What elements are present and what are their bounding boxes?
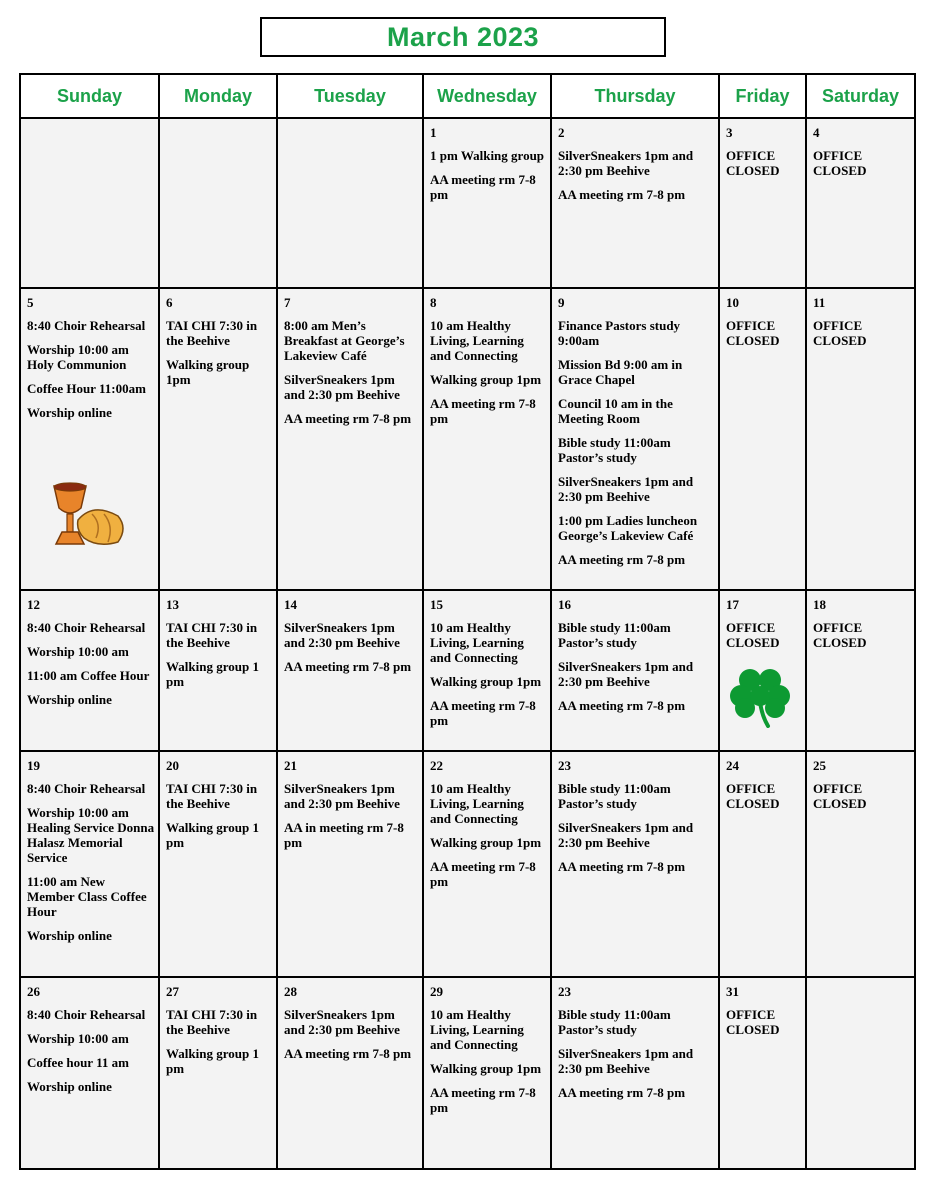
day-cell-28[interactable]	[276, 976, 424, 1170]
day-cell-19[interactable]	[19, 750, 160, 978]
day-number: 19	[27, 758, 40, 773]
day-number: 23	[558, 984, 571, 999]
day-cell-23[interactable]	[550, 976, 720, 1170]
day-cell-16[interactable]	[550, 589, 720, 752]
day-header-monday: Monday	[158, 73, 278, 119]
day-cell-9[interactable]	[550, 287, 720, 591]
day-cell-11[interactable]	[805, 287, 916, 591]
day-number: 13	[166, 597, 179, 612]
day-number: 21	[284, 758, 297, 773]
day-cell-14[interactable]	[276, 589, 424, 752]
day-number: 17	[726, 597, 739, 612]
calendar-event[interactable]: SilverSneakers 1pm and 2:30 pm Beehive	[558, 148, 694, 178]
day-cell-27[interactable]	[158, 976, 278, 1170]
calendar-event[interactable]: OFFICE CLOSED	[726, 318, 780, 348]
calendar-event[interactable]: OFFICE CLOSED	[726, 1007, 780, 1037]
day-number: 18	[813, 597, 826, 612]
calendar-event[interactable]: 10 am Healthy Living, Learning and Connecting	[430, 318, 524, 363]
calendar-event[interactable]: TAI CHI 7:30 in the Beehive	[166, 781, 258, 811]
calendar-event[interactable]: Council 10 am in the Meeting Room	[558, 396, 673, 426]
calendar-event[interactable]: 8:40 Choir Rehearsal	[27, 781, 146, 796]
day-header-tuesday: Tuesday	[276, 73, 424, 119]
day-cell-21[interactable]	[276, 750, 424, 978]
calendar-event[interactable]: AA meeting rm 7-8 pm	[558, 1085, 686, 1100]
calendar-event[interactable]: 10 am Healthy Living, Learning and Connecting	[430, 620, 524, 665]
calendar-event[interactable]: SilverSneakers 1pm and 2:30 pm Beehive	[284, 372, 400, 402]
day-header-wednesday: Wednesday	[422, 73, 552, 119]
day-number: 29	[430, 984, 443, 999]
day-number: 15	[430, 597, 443, 612]
day-number: 2	[558, 125, 565, 140]
day-number: 10	[726, 295, 739, 310]
calendar-event[interactable]: SilverSneakers 1pm and 2:30 pm Beehive	[558, 474, 694, 504]
calendar-title: March 2023	[386, 21, 540, 52]
calendar-event[interactable]: 11:00 am New Member Class Coffee Hour	[27, 874, 147, 919]
calendar-event[interactable]: Walking group 1pm	[166, 357, 250, 387]
calendar-event[interactable]: Bible study 11:00am Pastor’s study	[558, 620, 671, 650]
communion-chalice-bread-icon	[48, 480, 128, 550]
day-cell-15[interactable]	[422, 589, 552, 752]
calendar-event[interactable]: AA meeting rm 7-8 pm	[430, 396, 536, 426]
calendar-event[interactable]: Worship 10:00 am	[27, 1031, 129, 1046]
day-cell-1[interactable]	[422, 117, 552, 289]
day-number: 23	[558, 758, 571, 773]
calendar-event[interactable]: Worship online	[27, 1079, 112, 1094]
day-number: 6	[166, 295, 173, 310]
calendar-event[interactable]: 8:40 Choir Rehearsal	[27, 318, 146, 333]
day-number: 3	[726, 125, 733, 140]
calendar-event[interactable]: AA in meeting rm 7-8 pm	[284, 820, 404, 850]
day-cell-26[interactable]	[19, 976, 160, 1170]
shamrock-icon	[728, 664, 792, 728]
calendar-event[interactable]: OFFICE CLOSED	[813, 318, 867, 348]
calendar-event[interactable]: AA meeting rm 7-8 pm	[558, 187, 686, 202]
calendar-event[interactable]: OFFICE CLOSED	[726, 620, 780, 650]
day-cell-20[interactable]	[158, 750, 278, 978]
day-cell-29[interactable]	[422, 976, 552, 1170]
day-cell-31[interactable]	[718, 976, 807, 1170]
calendar-event[interactable]: 11:00 am Coffee Hour	[27, 668, 150, 683]
calendar-event[interactable]: Finance Pastors study 9:00am	[558, 318, 681, 348]
calendar-event[interactable]: OFFICE CLOSED	[813, 148, 867, 178]
day-number: 25	[813, 758, 826, 773]
calendar-event[interactable]: OFFICE CLOSED	[726, 781, 780, 811]
day-header-sunday: Sunday	[19, 73, 160, 119]
calendar-event[interactable]: AA meeting rm 7-8 pm	[284, 659, 412, 674]
calendar-event[interactable]: Walking group 1 pm	[166, 820, 259, 850]
calendar-event[interactable]: SilverSneakers 1pm and 2:30 pm Beehive	[558, 820, 694, 850]
calendar-event[interactable]: Worship 10:00 am	[27, 644, 129, 659]
day-cell-22[interactable]	[422, 750, 552, 978]
calendar-event[interactable]: Coffee Hour 11:00am	[27, 381, 146, 396]
day-number: 28	[284, 984, 297, 999]
day-cell-3[interactable]	[718, 117, 807, 289]
day-number: 27	[166, 984, 179, 999]
calendar-event[interactable]: 10 am Healthy Living, Learning and Connecting	[430, 781, 524, 826]
day-cell-7[interactable]	[276, 287, 424, 591]
calendar-event[interactable]: Walking group 1pm	[430, 1061, 542, 1076]
empty-day-cell[interactable]	[276, 117, 424, 289]
calendar-event[interactable]: SilverSneakers 1pm and 2:30 pm Beehive	[284, 620, 400, 650]
calendar-event[interactable]: Bible study 11:00am Pastor’s study	[558, 1007, 671, 1037]
day-cell-24[interactable]	[718, 750, 807, 978]
calendar-title-box	[260, 17, 666, 57]
calendar-event[interactable]: SilverSneakers 1pm and 2:30 pm Beehive	[558, 1046, 694, 1076]
calendar-event[interactable]: SilverSneakers 1pm and 2:30 pm Beehive	[284, 1007, 400, 1037]
day-header-saturday: Saturday	[805, 73, 916, 119]
day-cell-13[interactable]	[158, 589, 278, 752]
calendar-event[interactable]: TAI CHI 7:30 in the Beehive	[166, 1007, 258, 1037]
calendar-event[interactable]: AA meeting rm 7-8 pm	[430, 1085, 536, 1115]
calendar-event[interactable]: SilverSneakers 1pm and 2:30 pm Beehive	[284, 781, 400, 811]
day-number: 22	[430, 758, 443, 773]
day-cell-12[interactable]	[19, 589, 160, 752]
calendar-event[interactable]: AA meeting rm 7-8 pm	[558, 552, 686, 567]
day-number: 8	[430, 295, 437, 310]
day-cell-18[interactable]	[805, 589, 916, 752]
calendar-event[interactable]: OFFICE CLOSED	[726, 148, 780, 178]
calendar-event[interactable]: Worship online	[27, 405, 112, 420]
calendar-event[interactable]: 10 am Healthy Living, Learning and Connecting	[430, 1007, 524, 1052]
calendar-event[interactable]: 8:40 Choir Rehearsal	[27, 620, 146, 635]
calendar-event[interactable]: 1 pm Walking group	[430, 148, 545, 163]
day-number: 14	[284, 597, 297, 612]
day-cell-23[interactable]	[550, 750, 720, 978]
calendar-event[interactable]: AA meeting rm 7-8 pm	[284, 411, 412, 426]
day-cell-25[interactable]	[805, 750, 916, 978]
calendar-event[interactable]: AA meeting rm 7-8 pm	[558, 859, 686, 874]
calendar-event[interactable]: Worship 10:00 am Holy Communion	[27, 342, 129, 372]
calendar-event[interactable]: OFFICE CLOSED	[813, 620, 867, 650]
empty-day-cell[interactable]	[19, 117, 160, 289]
empty-day-cell[interactable]	[805, 976, 916, 1170]
day-cell-4[interactable]	[805, 117, 916, 289]
calendar-event[interactable]: 8:00 am Men’s Breakfast at George’s Lakeview Café	[284, 318, 405, 363]
day-number: 7	[284, 295, 291, 310]
day-number: 16	[558, 597, 571, 612]
calendar-event[interactable]: AA meeting rm 7-8 pm	[430, 698, 536, 728]
day-number: 26	[27, 984, 40, 999]
calendar-event[interactable]: Coffee hour 11 am	[27, 1055, 129, 1070]
day-cell-10[interactable]	[718, 287, 807, 591]
calendar-event[interactable]: Worship 10:00 am Healing Service Donna Halasz Memorial Service	[27, 805, 155, 865]
calendar-event[interactable]: Walking group 1pm	[430, 835, 542, 850]
empty-day-cell[interactable]	[158, 117, 278, 289]
calendar-event[interactable]: AA meeting rm 7-8 pm	[284, 1046, 412, 1061]
day-header-friday: Friday	[718, 73, 807, 119]
day-number: 4	[813, 125, 820, 140]
calendar-event[interactable]: Walking group 1pm	[430, 674, 542, 689]
day-number: 1	[430, 125, 437, 140]
day-cell-8[interactable]	[422, 287, 552, 591]
day-cell-2[interactable]	[550, 117, 720, 289]
day-number: 12	[27, 597, 40, 612]
day-number: 9	[558, 295, 565, 310]
calendar-event[interactable]: 1:00 pm Ladies luncheon George’s Lakeview Café	[558, 513, 698, 543]
calendar-event[interactable]: AA meeting rm 7-8 pm	[558, 698, 686, 713]
day-cell-6[interactable]	[158, 287, 278, 591]
calendar-event[interactable]: Walking group 1pm	[430, 372, 542, 387]
calendar-event[interactable]: SilverSneakers 1pm and 2:30 pm Beehive	[558, 659, 694, 689]
day-number: 24	[726, 758, 739, 773]
calendar-event[interactable]: Worship online	[27, 692, 112, 707]
day-number: 31	[726, 984, 739, 999]
calendar-event[interactable]: Bible study 11:00am Pastor’s study	[558, 781, 671, 811]
calendar-event[interactable]: OFFICE CLOSED	[813, 781, 867, 811]
calendar-event[interactable]: AA meeting rm 7-8 pm	[430, 859, 536, 889]
calendar-event[interactable]: Bible study 11:00am Pastor’s study	[558, 435, 671, 465]
calendar-event[interactable]: TAI CHI 7:30 in the Beehive	[166, 318, 258, 348]
day-number: 5	[27, 295, 34, 310]
day-number: 20	[166, 758, 179, 773]
calendar-event[interactable]: Mission Bd 9:00 am in Grace Chapel	[558, 357, 683, 387]
calendar-event[interactable]: TAI CHI 7:30 in the Beehive	[166, 620, 258, 650]
calendar-event[interactable]: Walking group 1 pm	[166, 1046, 259, 1076]
day-header-thursday: Thursday	[550, 73, 720, 119]
calendar-event[interactable]: Walking group 1 pm	[166, 659, 259, 689]
day-number: 11	[813, 295, 826, 310]
calendar-event[interactable]: Worship online	[27, 928, 112, 943]
calendar-event[interactable]: 8:40 Choir Rehearsal	[27, 1007, 146, 1022]
calendar-event[interactable]: AA meeting rm 7-8 pm	[430, 172, 536, 202]
